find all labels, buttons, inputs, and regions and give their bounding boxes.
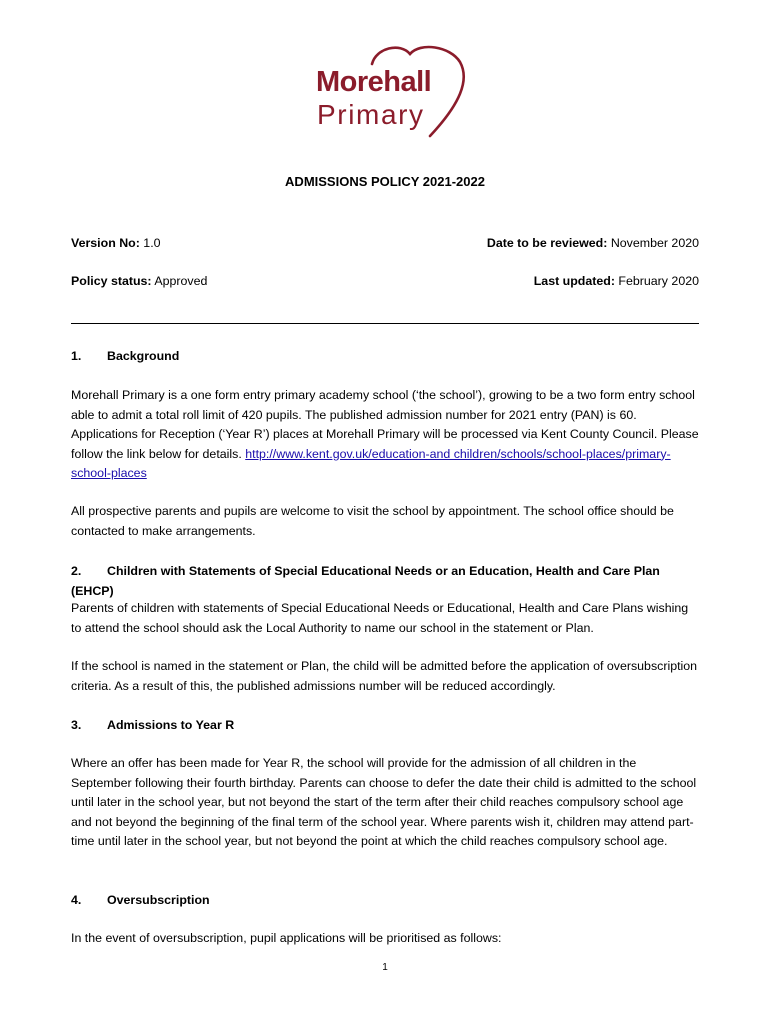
background-paragraph-1 xyxy=(71,386,699,484)
document-title: ADMISSIONS POLICY 2021-2022 xyxy=(285,174,485,189)
section-heading-ehcp xyxy=(71,562,699,601)
review-date-label: Date to be reviewed: xyxy=(486,236,608,250)
ehcp-paragraph-2: If the school is named in the statement or Plan, the child will be admitted before the application of oversubscription criteria. As a result of this, the published admissions number will be reduced accordingly. xyxy=(71,659,698,693)
policy-status-value: Approved xyxy=(151,274,208,288)
section-title: Admissions to Year R xyxy=(107,718,235,732)
policy-status-field xyxy=(71,272,207,292)
version-field xyxy=(71,234,161,254)
school-logo xyxy=(310,44,480,140)
last-updated-label: Last updated: xyxy=(533,274,615,288)
section-title: Background xyxy=(107,349,180,363)
policy-status-label: Policy status: xyxy=(71,274,152,288)
section-title: Children with Statements of Special Educational Needs or an Education, Health and Care Plan (EHCP) xyxy=(71,564,660,598)
background-paragraph-1-text: Morehall Primary is a one form entry primary academy school (‘the school’), growing to be a two form entry school able to admit a total roll limit of 420 pupils. The published admission number for 2021 entry (PAN) is 60. Applications for Reception (‘Year R’) places at Morehall Primary will be processed via Kent County Council. Please follow the link below for details. xyxy=(71,388,699,461)
version-label: Version No: xyxy=(71,236,140,250)
section-heading-year-r xyxy=(71,716,699,736)
section-number: 1. xyxy=(71,349,82,363)
section-number: 4. xyxy=(71,893,82,907)
meta-row-status xyxy=(71,272,699,292)
logo-wordmark-line1: Morehall xyxy=(316,66,432,98)
logo-wordmark-line2: Primary xyxy=(317,99,425,130)
section-heading-oversubscription xyxy=(71,891,699,911)
last-updated-field xyxy=(534,272,699,292)
background-paragraph-2: All prospective parents and pupils are welcome to visit the school by appointment. The school office should be contacted to make arrangements. xyxy=(71,504,674,538)
section-number: 2. xyxy=(71,564,82,578)
review-date-value: November 2020 xyxy=(607,236,699,250)
review-date-field xyxy=(487,234,699,254)
ehcp-paragraph-1: Parents of children with statements of Special Educational Needs or Educational, Health and Care Plans wishing to attend the school should ask the Local Authority to name our school in the statement or Plan. xyxy=(71,601,689,635)
kent-admissions-link[interactable]: http://www.kent.gov.uk/education-and children/schools/school-places/primary-school-places xyxy=(71,446,671,480)
meta-row-version xyxy=(71,234,699,254)
year-r-paragraph-1: Where an offer has been made for Year R, the school will provide for the admission of all children in the September following their fourth birthday. Parents can choose to defer the date their child is admitted to the school until later in the school year, but not beyond the start of the term after their child reaches compulsory school age and not beyond the beginning of the final term of the school year. Where parents wish it, children may attend part-time until later in the school year, but not beyond the point at which the child reaches compulsory school age. xyxy=(71,756,697,848)
last-updated-value: February 2020 xyxy=(614,274,699,288)
oversubscription-paragraph-1: In the event of oversubscription, pupil applications will be prioritised as follows: xyxy=(71,931,502,945)
section-divider xyxy=(71,323,699,324)
page-number: 1 xyxy=(382,962,388,973)
section-heading-background xyxy=(71,347,699,367)
section-number: 3. xyxy=(71,718,82,732)
section-title: Oversubscription xyxy=(107,893,210,907)
version-value: 1.0 xyxy=(139,236,161,250)
